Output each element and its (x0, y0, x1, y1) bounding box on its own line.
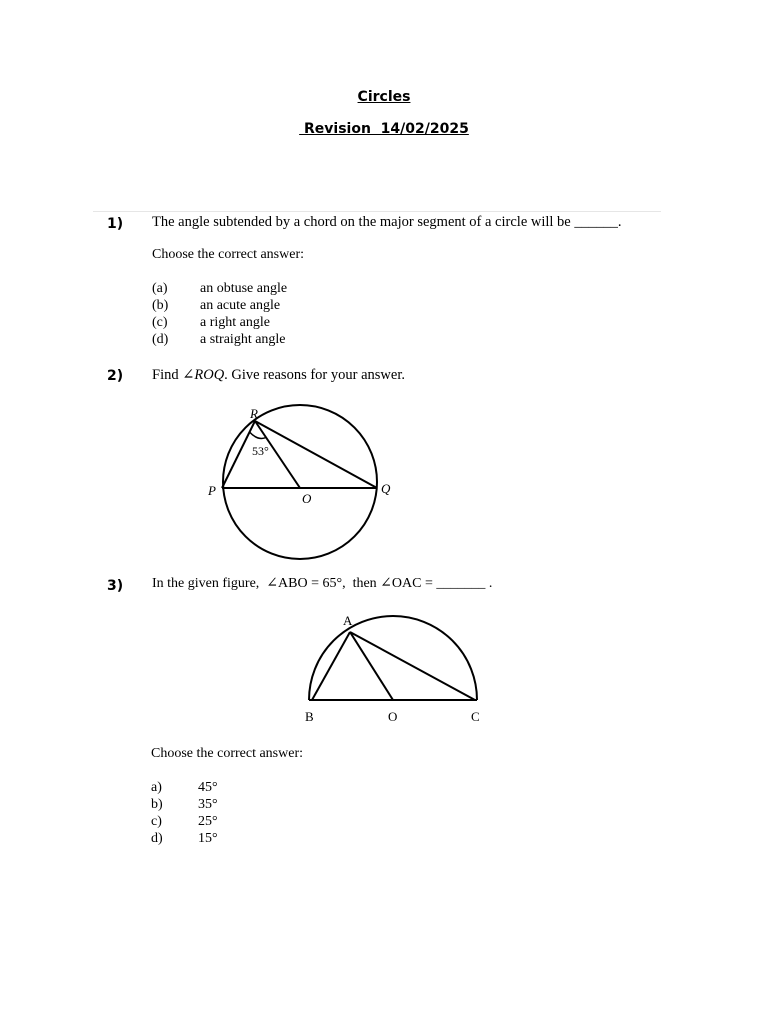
question-2-number: 2) (107, 368, 124, 384)
q2-label-q: Q (381, 481, 391, 496)
q2-label-p: P (208, 483, 216, 498)
q3-option-a-text: 45° (198, 780, 218, 795)
question-3-text: In the given figure, ∠ABO = 65°, then ∠OAC = _______ . (152, 576, 493, 591)
question-1-text: The angle subtended by a chord on the major segment of a circle will be ______. (152, 214, 622, 230)
q2-chord-rp (222, 421, 255, 488)
q2-text-after: . Give reasons for your answer. (224, 367, 405, 383)
q1-option-b-text: an acute angle (200, 298, 281, 313)
divider-line (93, 211, 661, 212)
q3-label-o: O (388, 709, 398, 724)
q3-semicircle (309, 616, 477, 700)
question-3-number: 3) (107, 578, 124, 594)
q2-label-o: O (302, 491, 312, 506)
q2-angle-name: ∠ROQ (182, 367, 225, 383)
q3-label-a: A (343, 613, 353, 628)
q3-option-a-label: a) (151, 780, 162, 795)
q3-option-b-text: 35° (198, 797, 218, 812)
document-title: Circles (357, 89, 411, 105)
q2-radius-ro (255, 421, 300, 488)
q2-chord-rq (255, 421, 377, 488)
q1-option-a-text: an obtuse angle (200, 281, 288, 296)
question-1-prompt: Choose the correct answer: (152, 247, 304, 262)
q3-option-c-text: 25° (198, 814, 218, 829)
q3-chord-ac (350, 632, 475, 700)
question-1-number: 1) (107, 216, 124, 232)
q2-circle (223, 405, 377, 559)
document-subtitle: Revision 14/02/2025 (299, 121, 469, 137)
q3-option-d-label: d) (151, 831, 163, 846)
q3-radius-ao (350, 632, 393, 700)
q3-option-d-text: 15° (198, 831, 218, 846)
q1-option-a-label: (a) (152, 281, 168, 296)
q2-text-before: Find (152, 367, 183, 383)
q3-label-c: C (471, 709, 480, 724)
q3-option-b-label: b) (151, 797, 163, 812)
q2-angle-arc (250, 432, 267, 438)
q3-option-c-label: c) (151, 814, 162, 829)
q1-option-d-text: a straight angle (200, 332, 286, 347)
q3-label-b: B (305, 709, 314, 724)
question-2-text (152, 367, 405, 384)
q1-option-d-label: (d) (152, 332, 169, 347)
q1-option-b-label: (b) (152, 298, 169, 313)
q1-option-c-label: (c) (152, 315, 168, 330)
question-3-prompt: Choose the correct answer: (151, 746, 303, 761)
q1-option-c-text: a right angle (200, 315, 270, 330)
q2-label-r: R (250, 406, 258, 421)
q3-chord-ab (312, 632, 350, 700)
q2-angle-value: 53° (252, 444, 269, 458)
